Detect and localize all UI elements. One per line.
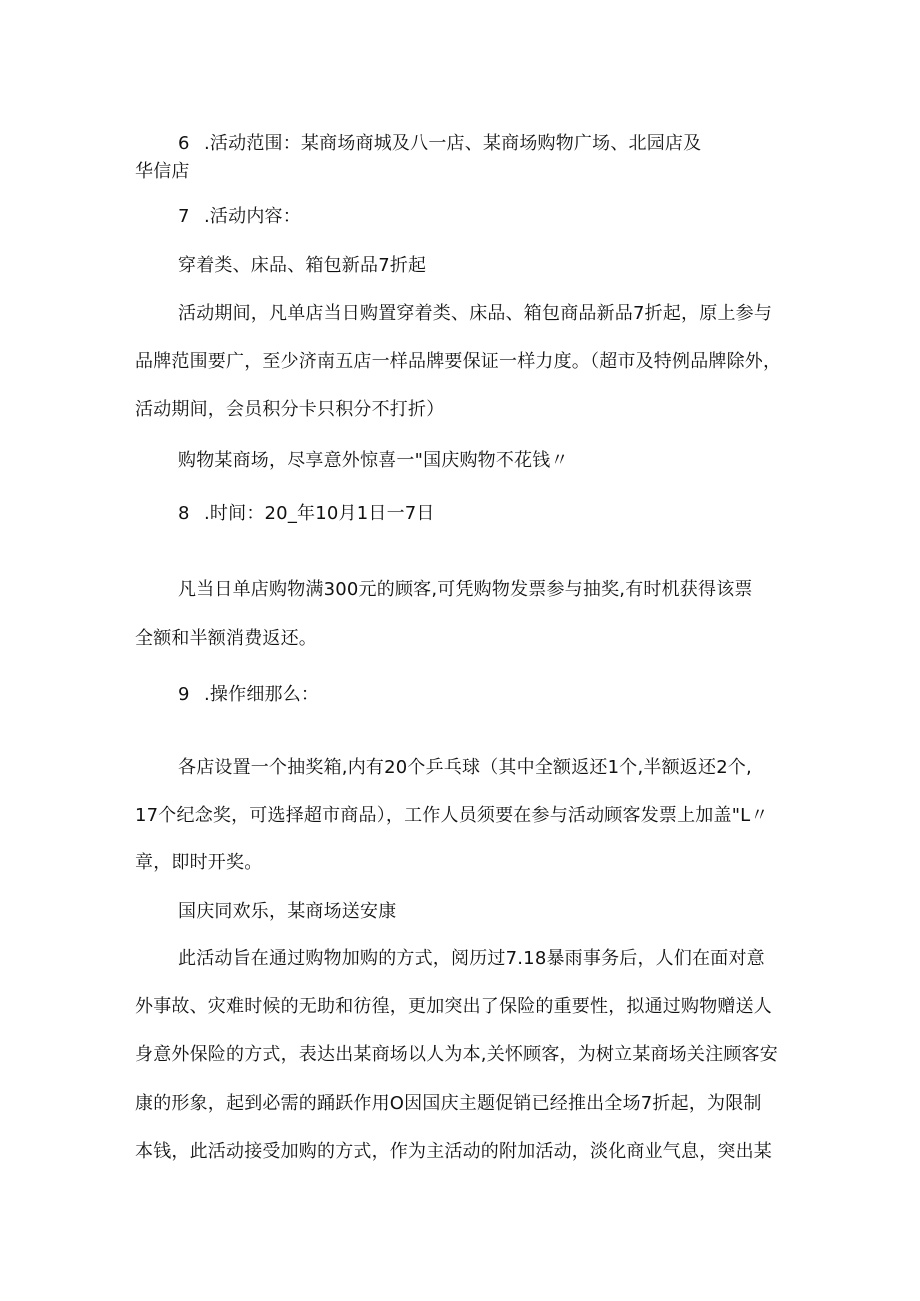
paragraph-4-line-5: 本钱，此活动接受加购的方式，作为主活动的附加活动，淡化商业气息，突出某 (135, 1141, 772, 1162)
item-8-text: .时间：20_年10月1日一7日 (204, 503, 435, 524)
paragraph-1-line-1: 活动期间，凡单店当日购置穿着类、床品、箱包商品新品7折起，原上参与 (178, 303, 773, 324)
subheading-surprise: 购物某商场，尽享意外惊喜一"国庆购物不花钱〃 (178, 450, 569, 471)
item-6-heading (178, 132, 701, 156)
subheading-safety: 国庆同欢乐，某商场送安康 (178, 901, 397, 922)
item-7-heading (178, 205, 301, 229)
item-8-number: 8 (178, 503, 190, 524)
item-6-continuation: 华信店 (135, 161, 190, 182)
item-9-heading (178, 683, 319, 707)
paragraph-3-line-1: 各店设置一个抽奖箱,内有20个乒乓球（其中全额返还1个,半额返还2个, (178, 757, 752, 778)
paragraph-2-line-1: 凡当日单店购物满300元的顾客,可凭购物发票参与抽奖,有时机获得该票 (178, 579, 753, 600)
paragraph-4-line-2: 外事故、灾难时候的无助和彷徨，更加突出了保险的重要性，拟通过购物赠送人 (135, 996, 772, 1017)
item-8-heading (178, 502, 435, 526)
item-6-text: .活动范围：某商场商城及八一店、某商场购物广场、北园店及 (204, 133, 702, 154)
item-7-text: .活动内容： (204, 206, 301, 227)
subheading-discount: 穿着类、床品、箱包新品7折起 (178, 255, 427, 276)
paragraph-1-line-2: 品牌范围要广，至少济南五店一样品牌要保证一样力度。（超市及特例品牌除外， (135, 351, 782, 372)
item-7-number: 7 (178, 206, 190, 227)
paragraph-2-line-2: 全额和半额消费返还。 (135, 628, 317, 649)
paragraph-4-line-3: 身意外保险的方式，表达出某商场以人为本,关怀顾客，为树立某商场关注顾客安 (135, 1044, 778, 1065)
paragraph-4-line-4: 康的形象，起到必需的踊跃作用O因国庆主题促销已经推出全场7折起，为限制 (135, 1093, 762, 1114)
paragraph-3-line-3: 章，即时开奖。 (135, 852, 263, 873)
item-9-number: 9 (178, 684, 190, 705)
paragraph-4-line-1: 此活动旨在通过购物加购的方式，阅历过7.18暴雨事务后，人们在面对意 (178, 948, 765, 969)
item-6-number: 6 (178, 133, 190, 154)
item-9-text: .操作细那么： (204, 684, 320, 705)
paragraph-1-line-3: 活动期间，会员积分卡只积分不打折） (135, 399, 445, 420)
paragraph-3-line-2: 17个纪念奖，可选择超市商品），工作人员须要在参与活动顾客发票上加盖"L〃 (135, 805, 769, 826)
